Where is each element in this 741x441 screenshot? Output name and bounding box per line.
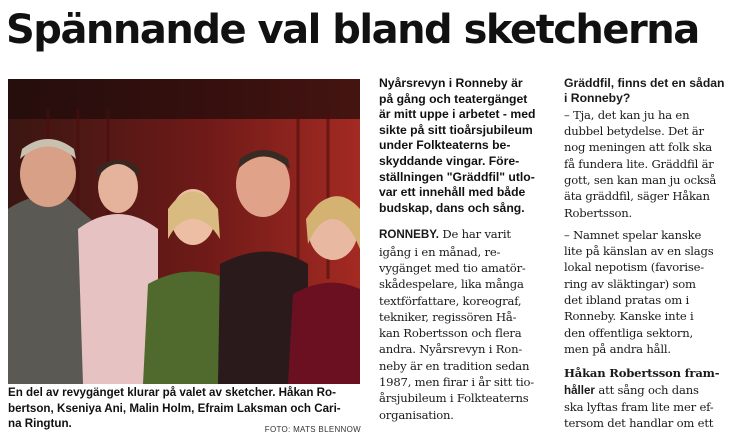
lead-line: Nyårsrevyn i Ronneby är [379,76,523,90]
body-line: vygänget med tio amatör- [379,260,526,275]
photo-credit: FOTO: MATS BLENNOW [264,425,361,434]
body-line: igång i en månad, re- [379,244,501,259]
body-line: ring av släktingar) som [564,276,696,291]
caption-line: bertson, Kseniya Ani, Malin Holm, Efraim Laksman och Cari- [8,401,341,415]
closing-paragraph [564,365,736,431]
body-line: lite på känslan av en slags [564,244,714,259]
body-line: lokal nepotism (favorise- [564,260,704,275]
lead-line: ställningen "Gräddfil" utlo- [379,169,535,184]
lead-line: sikte på sitt tioårsjubileum [379,122,533,137]
body-line: den offentliga sektorn, [564,325,693,340]
body-line: årsjubileum i Folkteaterns [379,391,529,406]
body-line: det ibland pratas om i [564,293,689,308]
body-line: Ronneby. Kanske inte i [564,309,694,324]
body-line: dubbel betydelse. Det är [564,124,704,139]
lead-line: budskap, dans och sång. [379,200,525,215]
body-line: organisation. [379,407,454,422]
lead-line: under Folkteaterns be- [379,138,511,153]
caption-line: En del av revygänget klurar på valet av sketcher. Håkan Ro- [8,386,336,399]
body-line: 1987, men firar i år sitt tio- [379,375,535,390]
lead-line: skyddande vingar. Före- [379,153,520,168]
body-line: tekniker, regissören Hå- [379,309,517,324]
body-line: – Tja, det kan ju ha en [564,107,690,122]
body-line: andra. Nyårsrevyn i Ron- [379,342,523,357]
dateline: RONNEBY. [379,228,439,242]
photo-illustration [8,79,360,384]
body-line: kan Robertsson och flera [379,326,522,341]
article-column-2 [379,76,551,423]
group-photo [8,79,360,384]
caption-line: na Ringtun. [8,417,72,431]
body-line: neby är en tradition sedan [379,358,530,373]
body-line: få fundera lite. Gräddfil är [564,156,714,171]
headline: Spännande val bland sketcherna [6,7,699,53]
body-text [379,226,551,423]
answer-2 [564,227,736,357]
body-line: tersom det handlar om ett [564,416,714,431]
body-line: – Namnet spelar kanske [564,227,702,242]
lead-line: var ett innehåll med både [379,185,526,200]
question-line: Gräddfil, finns det en sådan [564,76,725,90]
article-column-3 [564,76,736,431]
question-line: i Ronneby? [564,91,631,106]
body-line-bold: Håkan Robertsson fram- [564,366,720,381]
body-line: textförfattare, koreograf, [379,293,522,308]
body-line: äta gräddfil, säger Håkan [564,189,710,204]
answer-1 [564,107,736,221]
body-line: Robertsson. [564,205,633,220]
lead-paragraph [379,76,551,216]
lead-line: på gång och teatergänget [379,91,528,106]
body-line: gott, sen kan man ju också [564,173,717,187]
question [564,76,736,107]
body-line: ska lyftas fram lite mer ef- [564,399,714,414]
body-line: skådespelare, lika många [379,277,524,292]
body-line: men på andra håll. [564,341,671,356]
body-line: RONNEBY. De har varit [379,227,511,242]
lead-line: är mitt uppe i arbetet - med [379,107,536,122]
body-line: håller att sång och dans [564,382,699,397]
body-line: nog meningen att folk ska [564,140,712,155]
